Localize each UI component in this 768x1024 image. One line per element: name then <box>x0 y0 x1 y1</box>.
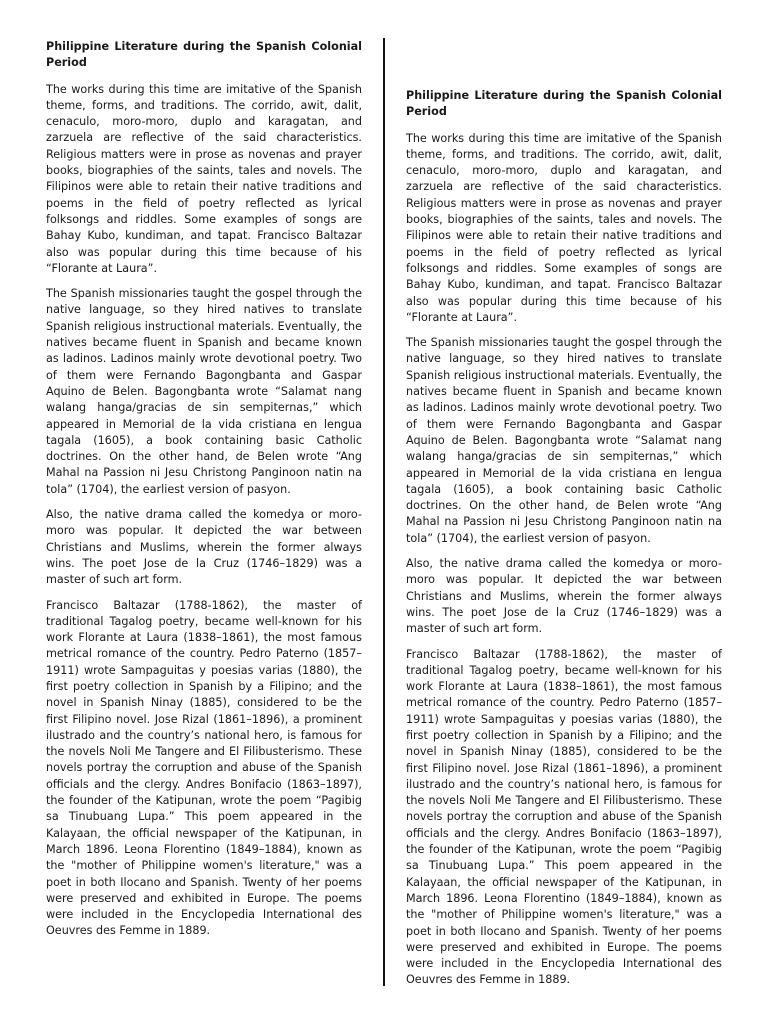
left-column-title: Philippine Literature during the Spanish Colonial Period <box>46 40 362 70</box>
left-column <box>46 39 362 949</box>
left-paragraph-3: Also, the native drama called the komedya or moro-moro was popular. It depicted the war between Christians and Muslims, wherein the former always wins. The poet Jose de la Cruz (1746–1829) was a master of such art form. <box>46 508 362 587</box>
column-divider <box>383 38 385 986</box>
right-column-title: Philippine Literature during the Spanish Colonial Period <box>406 89 722 119</box>
left-paragraph-1: The works during this time are imitative of the Spanish theme, forms, and traditions. The corrido, awit, dalit, cenaculo, moro-moro, duplo and karagatan, and zarzuela are reflective of the said characteristics. Religious matters were in prose as novenas and prayer books, biographies of the saints, tales and novels. The Filipinos were able to retain their native traditions and poems in the field of poetry reflected as lyrical folksongs and riddles. Some examples of songs are Bahay Kubo, kundiman, and tapat. Francisco Baltazar also was popular during this time because of his “Florante at Laura”. <box>46 82 362 275</box>
right-paragraph-3: Also, the native drama called the komedya or moro-moro was popular. It depicted the war between Christians and Muslims, wherein the former always wins. The poet Jose de la Cruz (1746–1829) was a master of such art form. <box>406 557 722 636</box>
right-column <box>406 88 722 998</box>
left-paragraph-2: The Spanish missionaries taught the gospel through the native language, so they hired natives to translate Spanish religious instructional materials. Eventually, the natives became fluent in Spanish and became known as ladinos. Ladinos mainly wrote devotional poetry. Two of them were Fernando Bagongbanta and Gaspar Aquino de Belen. Bagongbanta wrote “Salamat nang walang hanga/gracias de sin sempiternas,” which appeared in Memorial de la vida cristiana en lengua tagala (1605), a book containing basic Catholic doctrines. On the other hand, de Belen wrote “Ang Mahal na Passion ni Jesu Christong Panginoon natin na tola” (1704), the earliest version of pasyon. <box>46 287 362 496</box>
right-paragraph-2: The Spanish missionaries taught the gospel through the native language, so they hired natives to translate Spanish religious instructional materials. Eventually, the natives became fluent in Spanish and became known as ladinos. Ladinos mainly wrote devotional poetry. Two of them were Fernando Bagongbanta and Gaspar Aquino de Belen. Bagongbanta wrote “Salamat nang walang hanga/gracias de sin sempiternas,” which appeared in Memorial de la vida cristiana en lengua tagala (1605), a book containing basic Catholic doctrines. On the other hand, de Belen wrote “Ang Mahal na Passion ni Jesu Christong Panginoon natin na tola” (1704), the earliest version of pasyon. <box>406 336 722 545</box>
left-paragraph-4: Francisco Baltazar (1788-1862), the master of traditional Tagalog poetry, became well-known for his work Florante at Laura (1838–1861), the most famous metrical romance of the country. Pedro Paterno (1857–1911) wrote Sampaguitas y poesias varias (1880), the first poetry collection in Spanish by a Filipino; and the novel in Spanish Ninay (1885), considered to be the first Filipino novel. Jose Rizal (1861–1896), a prominent ilustrado and the country’s national hero, is famous for the novels Noli Me Tangere and El Filibusterismo. These novels portray the corruption and abuse of the Spanish officials and the clergy. Andres Bonifacio (1863–1897), the founder of the Katipunan, wrote the poem “Pagibig sa Tinubuang Lupa.” This poem appeared in the Kalayaan, the official newspaper of the Katipunan, in March 1896. Leona Florentino (1849–1884), known as the "mother of Philippine women's literature," was a poet in both Ilocano and Spanish. Twenty of her poems were preserved and exhibited in Europe. The poems were included in the Encyclopedia International des Oeuvres des Femme in 1889. <box>46 598 362 938</box>
right-paragraph-4: Francisco Baltazar (1788-1862), the master of traditional Tagalog poetry, became well-known for his work Florante at Laura (1838–1861), the most famous metrical romance of the country. Pedro Paterno (1857–1911) wrote Sampaguitas y poesias varias (1880), the first poetry collection in Spanish by a Filipino; and the novel in Spanish Ninay (1885), considered to be the first Filipino novel. Jose Rizal (1861–1896), a prominent ilustrado and the country’s national hero, is famous for the novels Noli Me Tangere and El Filibusterismo. These novels portray the corruption and abuse of the Spanish officials and the clergy. Andres Bonifacio (1863–1897), the founder of the Katipunan, wrote the poem “Pagibig sa Tinubuang Lupa.” This poem appeared in the Kalayaan, the official newspaper of the Katipunan, in March 1896. Leona Florentino (1849–1884), known as the "mother of Philippine women's literature," was a poet in both Ilocano and Spanish. Twenty of her poems were preserved and exhibited in Europe. The poems were included in the Encyclopedia International des Oeuvres des Femme in 1889. <box>406 647 722 987</box>
right-paragraph-1: The works during this time are imitative of the Spanish theme, forms, and traditions. The corrido, awit, dalit, cenaculo, moro-moro, duplo and karagatan, and zarzuela are reflective of the said characteristics. Religious matters were in prose as novenas and prayer books, biographies of the saints, tales and novels. The Filipinos were able to retain their native traditions and poems in the field of poetry reflected as lyrical folksongs and riddles. Some examples of songs are Bahay Kubo, kundiman, and tapat. Francisco Baltazar also was popular during this time because of his “Florante at Laura”. <box>406 131 722 324</box>
